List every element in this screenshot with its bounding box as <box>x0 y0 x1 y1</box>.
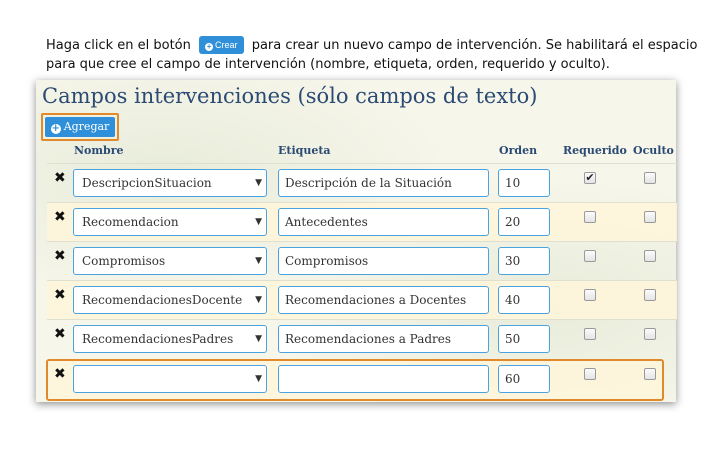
orden-input[interactable]: 10 <box>498 169 550 197</box>
close-icon[interactable]: ✖ <box>54 248 66 264</box>
etiqueta-input[interactable]: Compromisos <box>278 247 489 275</box>
instructions-text <box>46 36 706 74</box>
close-icon[interactable]: ✖ <box>54 170 66 186</box>
panel-title: Campos intervenciones (sólo campos de texto) <box>42 84 538 108</box>
oculto-checkbox[interactable] <box>644 289 656 301</box>
requerido-checkbox[interactable] <box>584 368 596 380</box>
nombre-value: RecomendacionesDocente <box>82 293 243 307</box>
nombre-value: Recomendacion <box>82 215 179 229</box>
table-row <box>47 202 677 241</box>
oculto-checkbox[interactable] <box>644 328 656 340</box>
nombre-select[interactable] <box>73 169 267 197</box>
column-header-etiqueta: Etiqueta <box>278 144 331 157</box>
nombre-select[interactable] <box>73 365 267 393</box>
campos-panel <box>36 80 676 402</box>
orden-input[interactable]: 20 <box>498 208 550 236</box>
orden-input[interactable]: 40 <box>498 286 550 314</box>
etiqueta-input[interactable]: Recomendaciones a Docentes <box>278 286 489 314</box>
agregar-label: Agregar <box>63 120 110 133</box>
agregar-button[interactable] <box>45 117 115 137</box>
oculto-checkbox[interactable] <box>644 368 656 380</box>
requerido-checkbox[interactable] <box>584 211 596 223</box>
table-row <box>46 359 664 401</box>
crear-label: Crear <box>215 40 238 50</box>
requerido-checkbox[interactable] <box>584 250 596 262</box>
column-header-oculto: Oculto <box>633 144 674 157</box>
table-row <box>47 163 677 202</box>
column-header-nombre: Nombre <box>74 144 124 157</box>
etiqueta-input[interactable]: Descripción de la Situación <box>278 169 489 197</box>
instructions-part1: Haga click en el botón <box>46 38 191 53</box>
plus-circle-icon: + <box>206 42 212 51</box>
crear-button-illustration <box>199 36 244 54</box>
close-icon[interactable]: ✖ <box>54 326 66 342</box>
column-header-requerido: Requerido <box>563 144 627 157</box>
etiqueta-input[interactable] <box>278 365 489 393</box>
chevron-down-icon: ▼ <box>255 256 262 266</box>
etiqueta-input[interactable]: Recomendaciones a Padres <box>278 325 489 353</box>
chevron-down-icon: ▼ <box>255 374 262 384</box>
requerido-checkbox[interactable]: ✔ <box>585 171 595 184</box>
table-row <box>47 319 677 358</box>
etiqueta-input[interactable]: Antecedentes <box>278 208 489 236</box>
close-icon[interactable]: ✖ <box>54 209 66 225</box>
orden-input[interactable]: 60 <box>498 365 550 393</box>
oculto-checkbox[interactable] <box>644 250 656 262</box>
chevron-down-icon: ▼ <box>255 178 262 188</box>
column-header-orden: Orden <box>499 144 538 157</box>
oculto-checkbox[interactable] <box>644 211 656 223</box>
nombre-select[interactable] <box>73 286 267 314</box>
chevron-down-icon: ▼ <box>255 334 262 344</box>
oculto-checkbox[interactable] <box>644 172 656 184</box>
table-row <box>47 241 677 280</box>
nombre-value: DescripcionSituacion <box>82 176 212 190</box>
agregar-highlight <box>41 113 119 141</box>
chevron-down-icon: ▼ <box>255 217 262 227</box>
table-row <box>47 280 677 319</box>
close-icon[interactable]: ✖ <box>54 287 66 303</box>
orden-input[interactable]: 30 <box>498 247 550 275</box>
requerido-checkbox[interactable] <box>584 328 596 340</box>
plus-circle-icon: + <box>51 123 60 134</box>
close-icon[interactable]: ✖ <box>54 366 66 382</box>
instructions-part2: para crear un nuevo campo de intervención. Se habilitará el espacio para que cree el campo de intervención (nombre, etiqueta, orden, requerido y oculto). <box>46 38 698 72</box>
requerido-checkbox[interactable] <box>584 289 596 301</box>
nombre-select[interactable] <box>73 208 267 236</box>
nombre-value: Compromisos <box>82 254 166 268</box>
orden-input[interactable]: 50 <box>498 325 550 353</box>
nombre-select[interactable] <box>73 325 267 353</box>
chevron-down-icon: ▼ <box>255 295 262 305</box>
nombre-select[interactable] <box>73 247 267 275</box>
nombre-value: RecomendacionesPadres <box>82 332 234 346</box>
